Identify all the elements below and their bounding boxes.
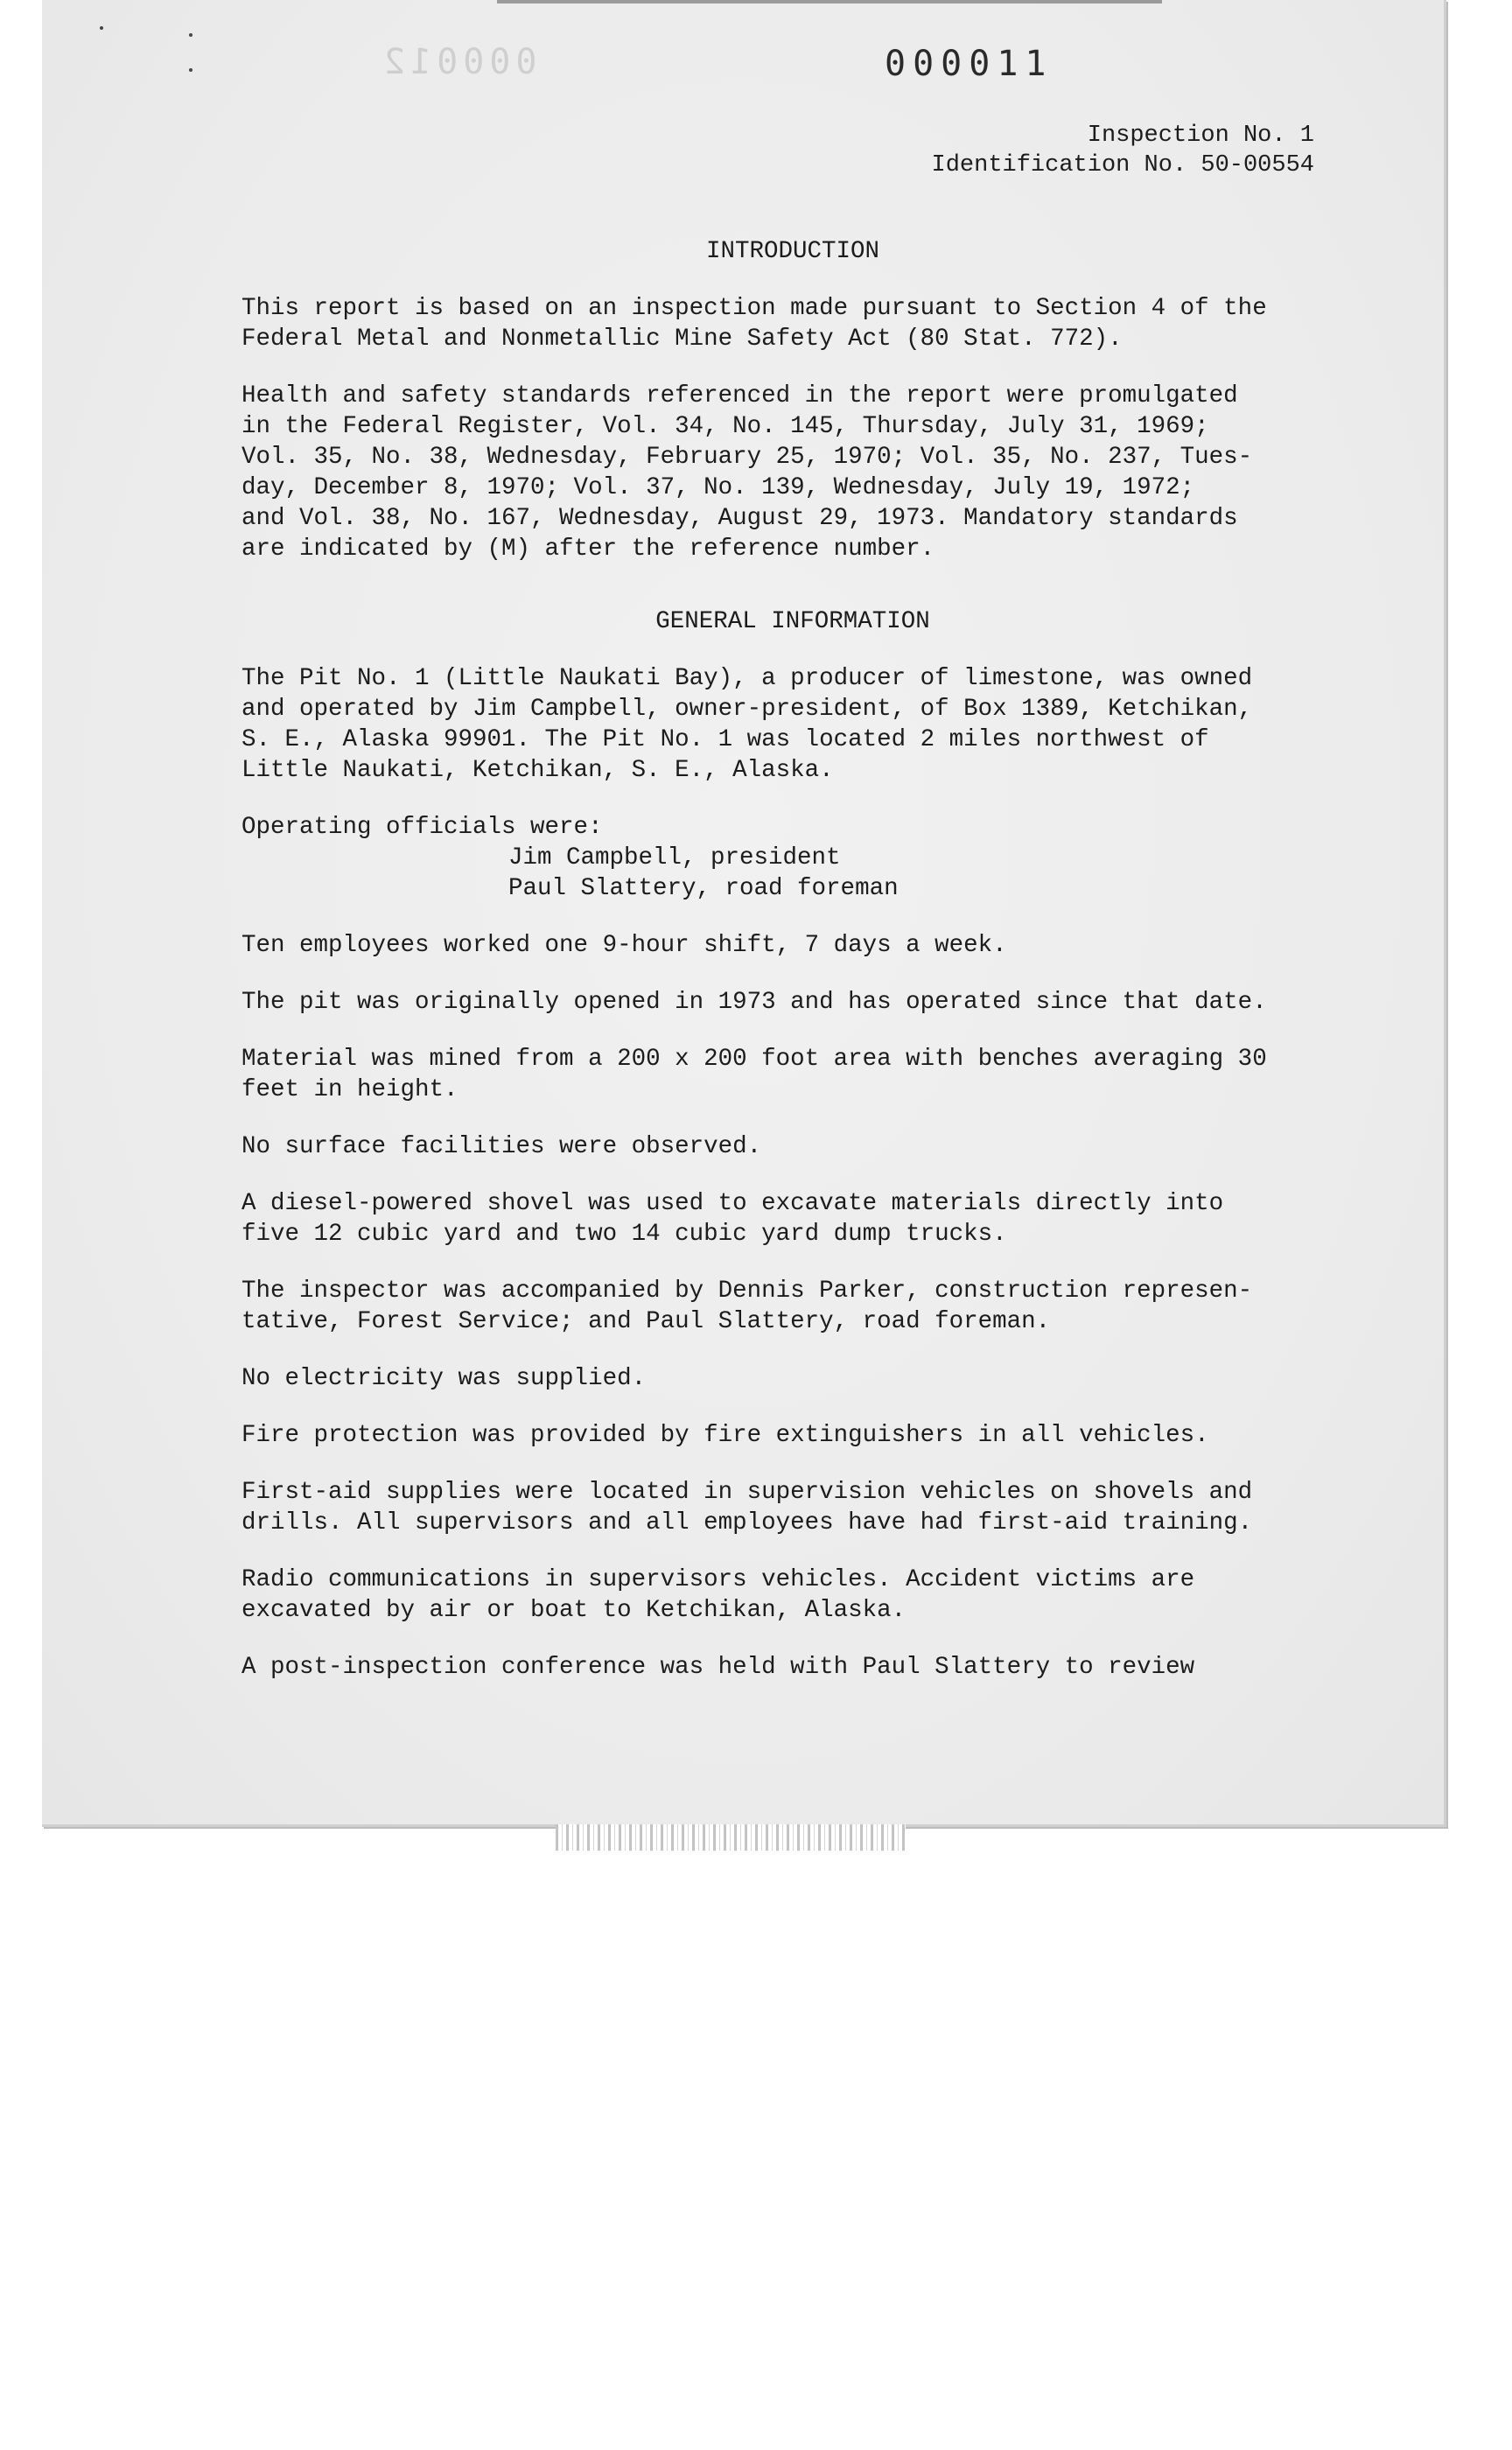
officials-list: Jim Campbell, president Paul Slattery, road foreman: [508, 844, 899, 902]
introduction-paragraph: This report is based on an inspection made pursuant to Section 4 of the Federal Metal and Nonmetallic Mine Safety Act (80 Stat. 772).: [242, 295, 1267, 353]
material-paragraph: Material was mined from a 200 x 200 foot area with benches averaging 30 feet in height.: [242, 1046, 1267, 1103]
reference-block: [932, 121, 1314, 180]
shovel-paragraph: A diesel-powered shovel was used to excavate materials directly into five 12 cubic yard and two 14 cubic yard dump trucks.: [242, 1190, 1224, 1248]
scanned-page: [42, 0, 1446, 1827]
accompanied-paragraph: The inspector was accompanied by Dennis Parker, construction represen- tative, Forest Service; and Paul Slattery, road foreman.: [242, 1278, 1253, 1335]
report-body: [242, 236, 1344, 1709]
scan-speck: [189, 33, 192, 37]
pit-description-paragraph: The Pit No. 1 (Little Naukati Bay), a producer of limestone, was owned and operated by Jim Campbell, owner-president, of Box 1389, Ketchikan, S. E., Alaska 99901. The Pit No. 1 was located 2 miles northwest of Little Naukati, Ketchikan, S. E., Alaska.: [242, 665, 1253, 784]
scan-top-edge: [497, 0, 1162, 4]
radio-paragraph: Radio communications in supervisors vehicles. Accident victims are excavated by air or boat to Ketchikan, Alaska.: [242, 1566, 1195, 1624]
bleed-through-number: 000012: [379, 42, 537, 82]
conference-paragraph: A post-inspection conference was held with Paul Slattery to review: [242, 1654, 1195, 1681]
identification-number: Identification No. 50-00554: [931, 152, 1314, 178]
officials-intro: Operating officials were:: [242, 814, 603, 841]
standards-paragraph: Health and safety standards referenced in the report were promulgated in the Federal Register, Vol. 34, No. 145, Thursday, July 31, 1969; Vol. 35, No. 38, Wednesday, February 25, 1970; Vol. 35, No. 237, Tues- day, December 8, 1970; Vol. 37, No. 139, Wednesday, July 19, 1972; and Vol. 38, No. 167, Wednesday, August 29, 1973. Mandatory standards are indicated by (M) after the reference number.: [242, 382, 1253, 563]
scan-speck: [189, 68, 192, 72]
scan-edge-barcode: [556, 1824, 906, 1851]
inspection-number: Inspection No. 1: [1087, 122, 1314, 149]
facilities-paragraph: No surface facilities were observed.: [242, 1133, 762, 1160]
introduction-heading: INTRODUCTION: [705, 238, 880, 265]
first-aid-paragraph: First-aid supplies were located in supervision vehicles on shovels and drills. All supervisors and all employees have had first-aid training.: [242, 1479, 1253, 1536]
shift-paragraph: Ten employees worked one 9-hour shift, 7 days a week.: [242, 932, 1007, 959]
opened-paragraph: The pit was originally opened in 1973 and has operated since that date.: [242, 989, 1267, 1016]
page-stamp-number: 000011: [885, 44, 1054, 84]
general-information-heading: GENERAL INFORMATION: [655, 608, 930, 635]
electricity-paragraph: No electricity was supplied.: [242, 1365, 647, 1392]
fire-protection-paragraph: Fire protection was provided by fire extinguishers in all vehicles.: [242, 1422, 1209, 1449]
scan-speck: [100, 26, 103, 30]
